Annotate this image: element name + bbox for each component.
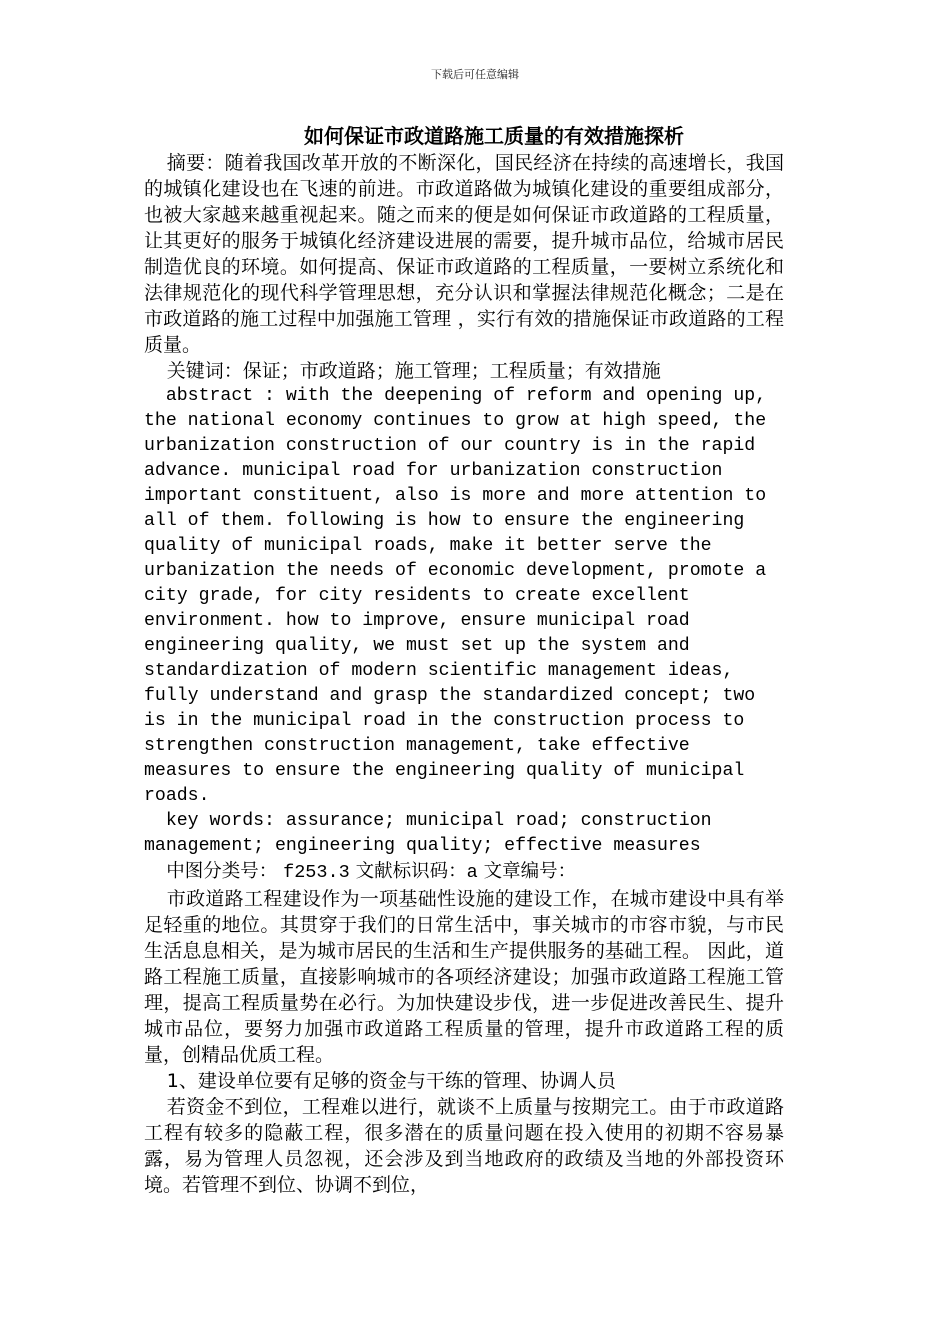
doc-code-label: 文献标识码： bbox=[355, 861, 467, 882]
doc-code-value: a bbox=[466, 862, 478, 883]
clc-label: 中图分类号： bbox=[166, 861, 278, 882]
keywords-english: key words: assurance; municipal road; construction management; engineering quality; effective measures bbox=[144, 811, 712, 856]
intro-paragraph: 市政道路工程建设作为一项基础性设施的建设工作，在城市建设中具有举足轻重的地位。其贯穿于我们的日常生活中，事关城市的市容市貌，与市民生活息息相关，是为城市居民的生活和生产提供服务的基础工程。 因此，道路工程施工质量，直接影响城市的各项经济建设；加强市政道路工程施工管理，提高工程质量势在必行。为加快建设步伐，进一步促进改善民生、提升城市品位，要努力加强市政道路工程质量的管理，提升市政道路工程的质量，创精品优质工程。 bbox=[144, 888, 784, 1066]
section-1-paragraph: 若资金不到位，工程难以进行，就谈不上质量与按期完工。由于市政道路工程有较多的隐蔽工程，很多潜在的质量问题在投入使用的初期不容易暴露，易为管理人员忽视，还会涉及到当地政府的政绩及当地的外部投资环境。若管理不到位、协调不到位， bbox=[144, 1096, 784, 1196]
abstract-chinese: 摘要：随着我国改革开放的不断深化，国民经济在持续的高速增长，我国的城镇化建设也在飞速的前进。市政道路做为城镇化建设的重要组成部分，也被大家越来越重视起来。随之而来的便是如何保证市政道路的工程质量，让其更好的服务于城镇化经济建设进展的需要，提升城市品位，给城市居民制造优良的环境。如何提高、保证市政道路的工程质量，一要树立系统化和法律规范化的现代科学管理思想，充分认识和掌握法律规范化概念；二是在市政道路的施工过程中加强施工管理 ，实行有效的措施保证市政道路的工程质量。 bbox=[144, 152, 784, 356]
download-note: 下载后可任意编辑 bbox=[431, 68, 519, 81]
article-body bbox=[144, 122, 784, 1198]
classification-line bbox=[144, 859, 784, 886]
article-title: 如何保证市政道路施工质量的有效措施探析 bbox=[304, 124, 684, 148]
keywords-chinese: 关键词：保证；市政道路；施工管理；工程质量；有效措施 bbox=[166, 360, 661, 382]
section-1-heading: 1、建设单位要有足够的资金与干练的管理、协调人员 bbox=[166, 1070, 616, 1092]
article-number-label: 文章编号： bbox=[483, 861, 577, 882]
abstract-english: abstract : with the deepening of reform and opening up, the national economy continues to grow at high speed, the urbanization construction of our country is in the rapid advance. municipal road for urbanization construction important constituent, also is more and more attention to all of them. following is how to ensure the engineering quality of municipal roads, make it better serve the urbanization the needs of economic development, promote a city grade, for city residents to create excellent environment. how to improve, ensure municipal road engineering quality, we must set up the system and standardization of modern scientific management ideas, fully understand and grasp the standardized concept; two is in the municipal road in the construction process to strengthen construction management, take effective measures to ensure the engineering quality of municipal roads. bbox=[144, 386, 767, 806]
clc-value: f253.3 bbox=[283, 862, 350, 883]
